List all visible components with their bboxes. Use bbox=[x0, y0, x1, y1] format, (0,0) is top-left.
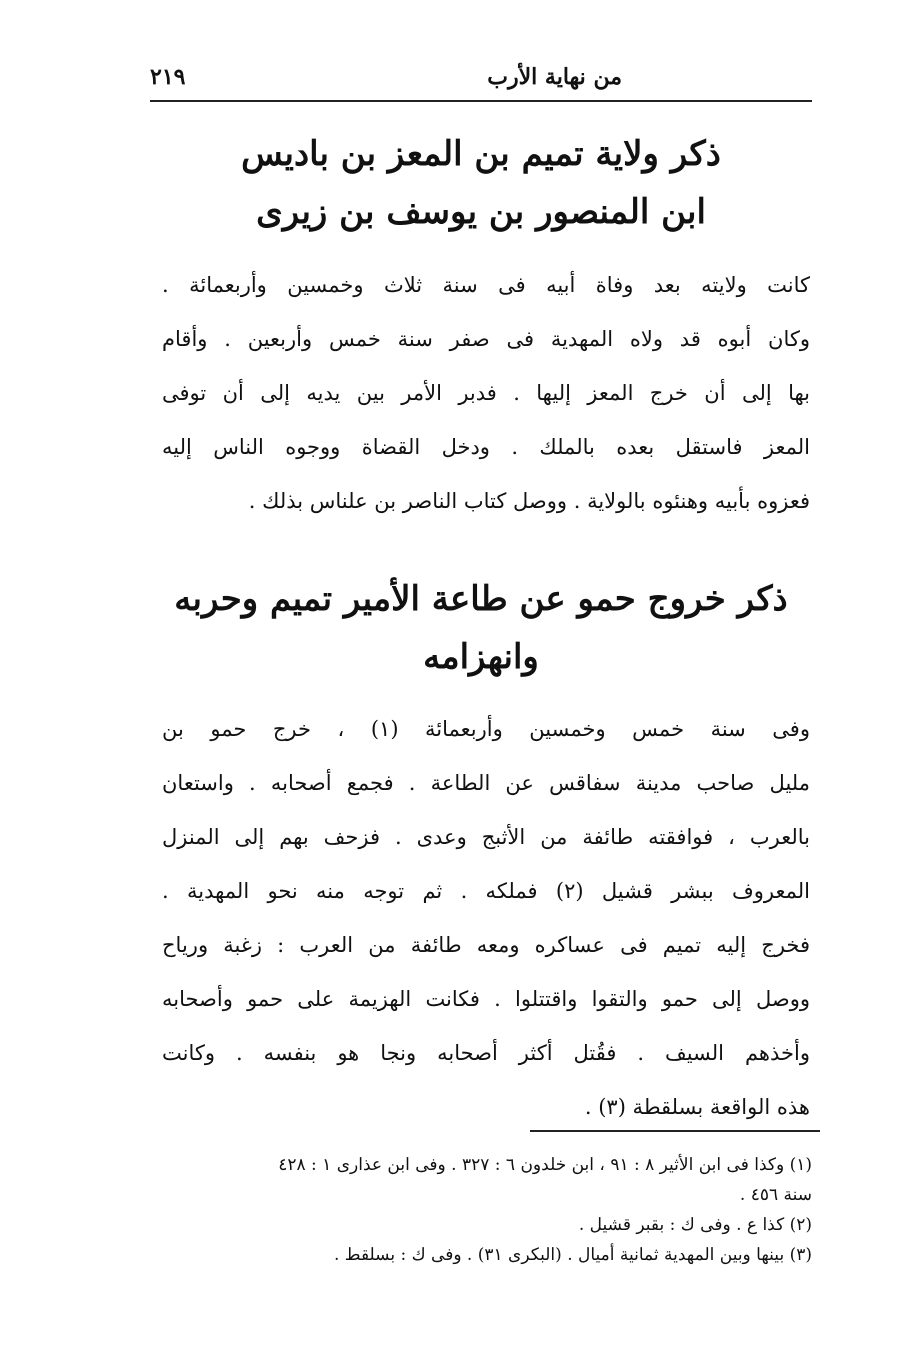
heading-line: وانهزامه bbox=[423, 637, 539, 677]
section-heading-tamim-accession bbox=[150, 125, 812, 241]
footnotes bbox=[162, 1150, 812, 1270]
header-rule bbox=[150, 100, 812, 102]
text-line: ووصل إلى حمو والتقوا واقتتلوا . فكانت الهزيمة على حمو وأصحابه bbox=[162, 987, 810, 1011]
heading-line: ابن المنصور بن يوسف بن زيرى bbox=[256, 192, 706, 232]
heading-line: ذكر خروج حمو عن طاعة الأمير تميم وحربه bbox=[174, 579, 788, 619]
paragraph-hammu-revolt bbox=[162, 702, 810, 1134]
running-title: من نهاية الأرب bbox=[487, 64, 622, 90]
text-line: هذه الواقعة بسلقطة (٣) . bbox=[584, 1095, 810, 1119]
text-line: المعروف ببشر قشيل (٢) فملكه . ثم توجه منه نحو المهدية . bbox=[162, 879, 810, 903]
paragraph-tamim-accession bbox=[162, 258, 810, 528]
footnote-line: (٣) بينها وبين المهدية ثمانية أميال . (البكرى ٣١) . وفى ك : بسلقط . bbox=[334, 1245, 812, 1265]
text-line: وكان أبوه قد ولاه المهدية فى صفر سنة خمس وأربعين . وأقام bbox=[162, 327, 810, 351]
running-header bbox=[150, 58, 812, 98]
section-heading-hammu-revolt bbox=[150, 570, 812, 686]
text-line: كانت ولايته بعد وفاة أبيه فى سنة ثلاث وخمسين وأربعمائة . bbox=[162, 273, 810, 297]
text-line: المعز فاستقل بعده بالملك . ودخل القضاة ووجوه الناس إليه bbox=[162, 435, 810, 459]
text-line: بها إلى أن خرج المعز إليها . فدبر الأمر بين يديه إلى أن توفى bbox=[162, 381, 810, 405]
text-line: فخرج إليه تميم فى عساكره ومعه طائفة من العرب : زغبة ورياح bbox=[162, 933, 810, 957]
footnote-rule bbox=[530, 1130, 820, 1132]
footnote-line: سنة ٤٥٦ . bbox=[739, 1185, 812, 1205]
footnote-line: (٢) كذا ع . وفى ك : بقبر قشيل . bbox=[578, 1215, 812, 1235]
text-line: وأخذهم السيف . فقُتل أكثر أصحابه ونجا هو بنفسه . وكانت bbox=[162, 1041, 810, 1065]
text-line: مليل صاحب مدينة سفاقس عن الطاعة . فجمع أصحابه . واستعان bbox=[162, 771, 810, 795]
footnote-line: (١) وكذا فى ابن الأثير ٨ : ٩١ ، ابن خلدون ٦ : ٣٢٧ . وفى ابن عذارى ١ : ٤٢٨ bbox=[278, 1155, 812, 1175]
text-line: بالعرب ، فوافقته طائفة من الأثبج وعدى . فزحف بهم إلى المنزل bbox=[162, 825, 810, 849]
text-line: وفى سنة خمس وخمسين وأربعمائة (١) ، خرج حمو بن bbox=[162, 717, 810, 741]
page-number: ٢١٩ bbox=[150, 64, 186, 90]
heading-line: ذكر ولاية تميم بن المعز بن باديس bbox=[241, 134, 721, 174]
text-line: فعزوه بأبيه وهنئوه بالولاية . ووصل كتاب الناصر بن علناس بذلك . bbox=[248, 489, 810, 513]
